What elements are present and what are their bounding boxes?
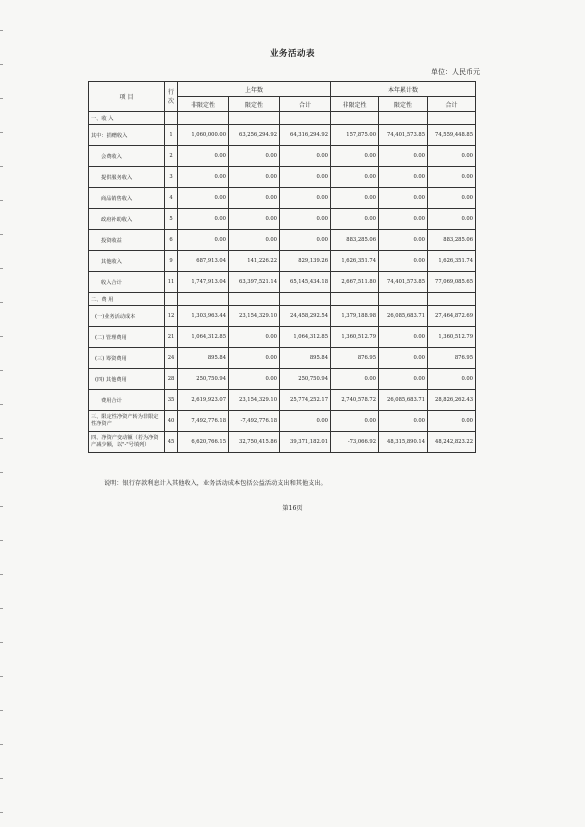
- row-label: 投资收益: [89, 230, 165, 251]
- row-label: 会费收入: [89, 146, 165, 167]
- row-number: 28: [165, 369, 178, 390]
- amount-cell: 0.00: [331, 411, 379, 432]
- table-row: [89, 209, 476, 230]
- binding-mark: [0, 200, 3, 201]
- amount-cell: [428, 293, 476, 306]
- table-row: [89, 348, 476, 369]
- amount-cell: [229, 112, 280, 125]
- amount-cell: 157,875.00: [331, 125, 379, 146]
- amount-cell: 2,667,511.80: [331, 272, 379, 293]
- amount-cell: 0.00: [229, 327, 280, 348]
- amount-cell: 63,256,294.92: [229, 125, 280, 146]
- binding-mark: [0, 166, 3, 167]
- row-label: (一)业务活动成本: [89, 306, 165, 327]
- binding-mark: [0, 574, 3, 575]
- amount-cell: 0.00: [379, 146, 428, 167]
- report-title: 业务活动表: [269, 49, 315, 59]
- amount-cell: 27,464,872.69: [428, 306, 476, 327]
- amount-cell: 74,559,448.85: [428, 125, 476, 146]
- binding-mark: [0, 540, 3, 541]
- binding-mark: [0, 234, 3, 235]
- amount-cell: 687,913.04: [178, 251, 229, 272]
- amount-cell: 1,360,512.79: [331, 327, 379, 348]
- amount-cell: 26,085,683.71: [379, 306, 428, 327]
- table-row: [89, 390, 476, 411]
- binding-mark: [0, 132, 3, 133]
- table-row: [89, 411, 476, 432]
- table-row: [89, 146, 476, 167]
- header-row-no: 行次: [165, 82, 178, 112]
- amount-cell: 0.00: [178, 230, 229, 251]
- amount-cell: 0.00: [379, 411, 428, 432]
- amount-cell: [379, 293, 428, 306]
- amount-cell: 0.00: [229, 230, 280, 251]
- amount-cell: 0.00: [379, 188, 428, 209]
- row-label: 二、费 用: [89, 293, 165, 306]
- header-prev-unrestricted: 非限定性: [178, 97, 229, 112]
- binding-mark: [0, 98, 3, 99]
- row-number: 11: [165, 272, 178, 293]
- binding-mark: [0, 336, 3, 337]
- header-curr-unrestricted: 非限定性: [331, 97, 379, 112]
- amount-cell: 0.00: [280, 411, 331, 432]
- table-row: [89, 188, 476, 209]
- header-prev-year: 上年数: [178, 82, 331, 97]
- amount-cell: 0.00: [428, 209, 476, 230]
- amount-cell: 1,060,000.00: [178, 125, 229, 146]
- amount-cell: -7,492,776.18: [229, 411, 280, 432]
- row-number: 40: [165, 411, 178, 432]
- amount-cell: [379, 112, 428, 125]
- amount-cell: 876.95: [331, 348, 379, 369]
- row-number: 4: [165, 188, 178, 209]
- table-row: [89, 230, 476, 251]
- amount-cell: -73,066.92: [331, 432, 379, 453]
- table-row: [89, 125, 476, 146]
- amount-cell: 0.00: [229, 348, 280, 369]
- amount-cell: 0.00: [331, 188, 379, 209]
- amount-cell: [178, 112, 229, 125]
- amount-cell: 250,750.94: [178, 369, 229, 390]
- row-label: 三、限定性净资产转为非限定性净资产: [89, 411, 165, 432]
- amount-cell: 0.00: [379, 230, 428, 251]
- amount-cell: 1,626,351.74: [331, 251, 379, 272]
- amount-cell: 0.00: [280, 209, 331, 230]
- binding-mark: [0, 404, 3, 405]
- amount-cell: 64,316,294.92: [280, 125, 331, 146]
- amount-cell: 0.00: [229, 209, 280, 230]
- amount-cell: 883,285.06: [331, 230, 379, 251]
- page-number: 第16页: [282, 505, 303, 512]
- header-prev-total: 合计: [280, 97, 331, 112]
- binding-mark: [0, 710, 3, 711]
- amount-cell: 65,145,434.18: [280, 272, 331, 293]
- amount-cell: 74,401,573.85: [379, 272, 428, 293]
- row-number: [165, 112, 178, 125]
- amount-cell: 1,064,312.85: [178, 327, 229, 348]
- row-label: 其他收入: [89, 251, 165, 272]
- footnote: 说明：银行存款利息计入其他收入，业务活动成本包括公益活动支出和其他支出。: [104, 480, 327, 487]
- amount-cell: 1,747,913.04: [178, 272, 229, 293]
- table-row: [89, 251, 476, 272]
- amount-cell: 74,401,573.85: [379, 125, 428, 146]
- header-curr-year: 本年累计数: [331, 82, 476, 97]
- amount-cell: 2,740,578.72: [331, 390, 379, 411]
- binding-mark: [0, 608, 3, 609]
- amount-cell: 6,620,766.15: [178, 432, 229, 453]
- row-label: (二) 管理费用: [89, 327, 165, 348]
- amount-cell: 0.00: [428, 411, 476, 432]
- row-label: (三) 筹资费用: [89, 348, 165, 369]
- table-row: [89, 306, 476, 327]
- binding-mark: [0, 778, 3, 779]
- binding-mark: [0, 438, 3, 439]
- row-number: 6: [165, 230, 178, 251]
- binding-mark: [0, 812, 3, 813]
- row-number: 21: [165, 327, 178, 348]
- row-label: 提供服务收入: [89, 167, 165, 188]
- amount-cell: 0.00: [331, 369, 379, 390]
- amount-cell: [280, 112, 331, 125]
- header-prev-restricted: 限定性: [229, 97, 280, 112]
- amount-cell: 23,154,329.10: [229, 306, 280, 327]
- amount-cell: 0.00: [331, 209, 379, 230]
- amount-cell: 0.00: [379, 369, 428, 390]
- amount-cell: 26,085,683.71: [379, 390, 428, 411]
- amount-cell: 1,379,188.98: [331, 306, 379, 327]
- amount-cell: 0.00: [178, 188, 229, 209]
- row-label: 商品销售收入: [89, 188, 165, 209]
- amount-cell: 0.00: [229, 369, 280, 390]
- amount-cell: 39,371,182.01: [280, 432, 331, 453]
- table-row: [89, 293, 476, 306]
- currency-unit: 单位：人民币元: [431, 68, 480, 76]
- row-number: 45: [165, 432, 178, 453]
- amount-cell: 0.00: [331, 146, 379, 167]
- row-number: 3: [165, 167, 178, 188]
- amount-cell: 0.00: [280, 188, 331, 209]
- amount-cell: 1,360,512.79: [428, 327, 476, 348]
- amount-cell: 1,064,312.85: [280, 327, 331, 348]
- amount-cell: 895.84: [280, 348, 331, 369]
- amount-cell: 0.00: [229, 146, 280, 167]
- amount-cell: 48,242,823.22: [428, 432, 476, 453]
- amount-cell: 1,626,351.74: [428, 251, 476, 272]
- amount-cell: 829,139.26: [280, 251, 331, 272]
- amount-cell: 25,774,252.17: [280, 390, 331, 411]
- amount-cell: 0.00: [331, 167, 379, 188]
- row-number: 1: [165, 125, 178, 146]
- row-number: 2: [165, 146, 178, 167]
- amount-cell: 876.95: [428, 348, 476, 369]
- row-number: 9: [165, 251, 178, 272]
- amount-cell: 0.00: [379, 167, 428, 188]
- amount-cell: 7,492,776.18: [178, 411, 229, 432]
- amount-cell: 0.00: [229, 167, 280, 188]
- row-label: (四) 其他费用: [89, 369, 165, 390]
- row-number: 12: [165, 306, 178, 327]
- amount-cell: 0.00: [379, 348, 428, 369]
- amount-cell: 0.00: [178, 167, 229, 188]
- row-label: 费用合计: [89, 390, 165, 411]
- amount-cell: 0.00: [428, 369, 476, 390]
- amount-cell: 63,397,521.14: [229, 272, 280, 293]
- row-label: 一、收 入: [89, 112, 165, 125]
- amount-cell: [428, 112, 476, 125]
- amount-cell: 0.00: [178, 146, 229, 167]
- header-curr-total: 合计: [428, 97, 476, 112]
- row-number: [165, 293, 178, 306]
- amount-cell: [280, 293, 331, 306]
- row-label: 其中：捐赠收入: [89, 125, 165, 146]
- amount-cell: 77,069,085.65: [428, 272, 476, 293]
- amount-cell: 895.84: [178, 348, 229, 369]
- row-number: 5: [165, 209, 178, 230]
- header-item: 项 目: [89, 82, 165, 112]
- binding-mark: [0, 30, 3, 31]
- amount-cell: 0.00: [379, 209, 428, 230]
- binding-mark: [0, 642, 3, 643]
- row-label: 四、净资产变动额（若为净资产减少额，以"-"号填列）: [89, 432, 165, 453]
- binding-mark: [0, 64, 3, 65]
- amount-cell: 0.00: [379, 251, 428, 272]
- table-row: [89, 167, 476, 188]
- table-row: [89, 112, 476, 125]
- amount-cell: 24,458,292.54: [280, 306, 331, 327]
- binding-mark: [0, 506, 3, 507]
- row-number: 35: [165, 390, 178, 411]
- amount-cell: 0.00: [178, 209, 229, 230]
- amount-cell: 0.00: [280, 230, 331, 251]
- amount-cell: [229, 293, 280, 306]
- binding-mark: [0, 472, 3, 473]
- row-label: 政府补助收入: [89, 209, 165, 230]
- amount-cell: 1,303,963.44: [178, 306, 229, 327]
- amount-cell: 0.00: [280, 146, 331, 167]
- header-curr-restricted: 限定性: [379, 97, 428, 112]
- amount-cell: [331, 293, 379, 306]
- amount-cell: [331, 112, 379, 125]
- row-label: 收入合计: [89, 272, 165, 293]
- binding-mark: [0, 744, 3, 745]
- amount-cell: 28,826,262.43: [428, 390, 476, 411]
- table-row: [89, 432, 476, 453]
- amount-cell: [178, 293, 229, 306]
- amount-cell: 0.00: [428, 146, 476, 167]
- amount-cell: 0.00: [229, 188, 280, 209]
- amount-cell: 141,226.22: [229, 251, 280, 272]
- amount-cell: 0.00: [428, 167, 476, 188]
- table-row: [89, 272, 476, 293]
- binding-mark: [0, 676, 3, 677]
- row-number: 24: [165, 348, 178, 369]
- amount-cell: 2,619,923.07: [178, 390, 229, 411]
- amount-cell: 48,315,890.14: [379, 432, 428, 453]
- activity-table: [88, 81, 476, 453]
- amount-cell: 0.00: [280, 167, 331, 188]
- amount-cell: 32,750,415.86: [229, 432, 280, 453]
- amount-cell: 883,285.06: [428, 230, 476, 251]
- amount-cell: 23,154,329.10: [229, 390, 280, 411]
- table-row: [89, 327, 476, 348]
- binding-mark: [0, 370, 3, 371]
- binding-mark: [0, 302, 3, 303]
- amount-cell: 250,750.94: [280, 369, 331, 390]
- table-row: [89, 369, 476, 390]
- amount-cell: 0.00: [428, 188, 476, 209]
- amount-cell: 0.00: [379, 327, 428, 348]
- binding-mark: [0, 268, 3, 269]
